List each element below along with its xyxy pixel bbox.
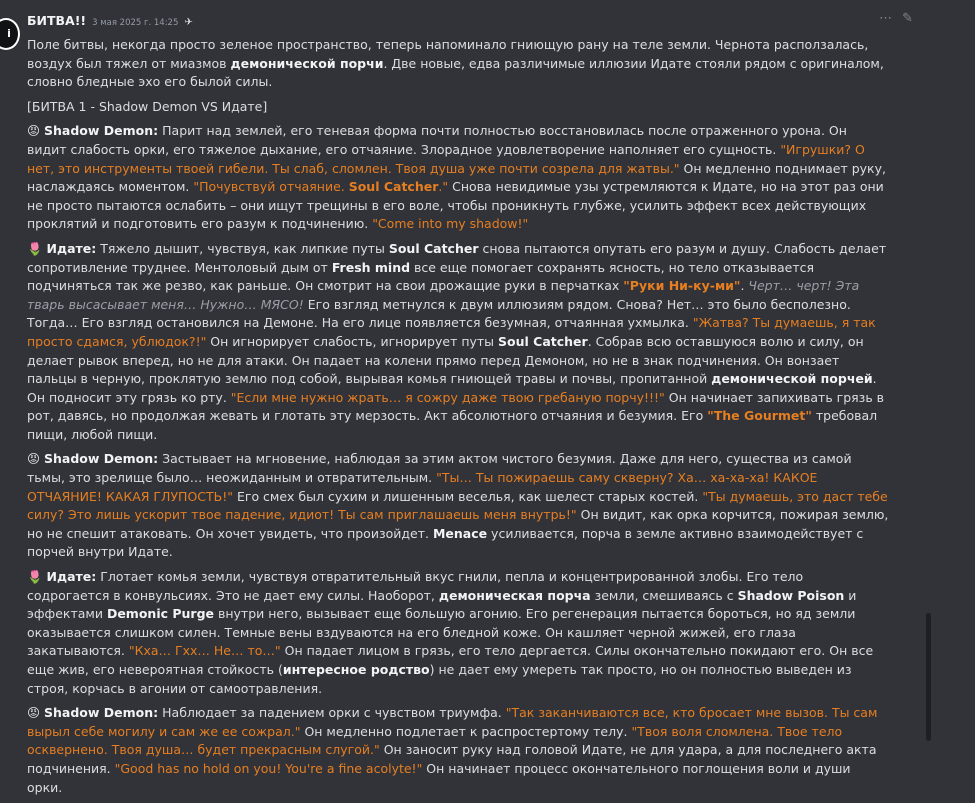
text-segment: Застывает на мгновение, наблюдая за этим актом чистого безумия. Даже для него, существа из самой тьмы, это зрелище было… неожиданным и отвратительным.: [27, 451, 852, 486]
message-header: [27, 12, 193, 33]
text-segment: Soul Catcher: [348, 179, 439, 195]
message-paragraph: [27, 240, 889, 445]
text-segment: и эффектами: [27, 587, 857, 622]
text-segment: 😡: [27, 705, 45, 721]
text-segment: 🌷: [27, 569, 47, 585]
avatar-text: i: [7, 26, 11, 40]
text-segment: Поле битвы, некогда просто зеленое пространство, теперь напоминало гниющую рану на теле земли. Чернота расползалась, воздух был тяжел от миазмов: [27, 37, 869, 71]
text-segment: Он видит, как орка корчится, пожирая землю, но не спешит атаковать. Он хочет увидеть, что произойдет.: [27, 507, 889, 541]
text-segment: все еще помогает сохранять ясность, но тело отказывается подчиняться так же резво, как раньше. Он смотрит на свои дрожащие руки в перчатках: [27, 259, 815, 294]
text-segment: Снова невидимые узы устремляются к Идате, но на этот раз они не просто пытаются ослабить – они ищут трещины в его воле, чтобы проникнуть глубже, усилить эффект всех действующих проклятий и подготовить его разум к подчинению.: [27, 179, 884, 232]
text-segment: Идате:: [46, 569, 97, 585]
text-segment: "Жатва? Ты думаешь, я так просто сдамся, ублюдок?!": [27, 315, 876, 349]
text-segment: Идате:: [46, 240, 97, 256]
text-segment: Он падает лицом в грязь, его тело дергается. Силы окончательно покидают его. Он все еще жив, его невероятная стойкость (: [27, 643, 874, 677]
scrollbar[interactable]: [926, 613, 931, 741]
text-segment: "Good has no hold on you! You're a fine acolyte!": [114, 760, 423, 776]
text-segment: требовал пищи, любой пищи.: [27, 408, 878, 442]
text-segment: Он начинает процесс окончательного поглощения воли и души орки.: [27, 760, 851, 795]
text-segment: "Если мне нужно жрать… я сожру даже твою гребаную порчу!!!": [230, 389, 665, 405]
text-segment: "Игрушки? О нет, это инструменты твоей гибели. Ты слаб, сломлен. Твоя душа уже почти созрела для жатвы.": [27, 141, 865, 176]
text-segment: Shadow Poison: [737, 587, 845, 603]
text-segment: "The Gourmet": [707, 408, 812, 424]
text-segment: . Две новые, едва различимые иллюзии Идате стояли рядом с оригиналом, словно бледные эхо его былой силы.: [27, 55, 884, 90]
text-segment: Его взгляд метнулся к двум иллюзиям рядом. Снова? Нет… это было бесполезно. Тогда… Его взгляд остановился на Демоне. На его лице появляется безумная, отчаянная ухмылка.: [27, 296, 851, 331]
message-paragraph: [27, 36, 889, 92]
text-segment: Shadow Demon:: [44, 123, 159, 139]
text-segment: Fresh mind: [331, 259, 411, 275]
text-segment: демонической порчей: [711, 371, 873, 387]
text-segment: "Ты думаешь, это даст тебе силу? Это лишь ускорит твое падение, идиот! Ты сам приглашаешь меня внутрь!": [27, 488, 888, 523]
text-segment: Он заносит руку над головой Идате, не для удара, а для последнего акта подчинения.: [27, 742, 877, 776]
text-segment: Soul Catcher: [388, 240, 479, 256]
text-segment: 🌷: [27, 240, 47, 256]
text-segment: [БИТВА 1 - Shadow Demon VS Идате]: [27, 98, 268, 114]
text-segment: 😡: [27, 451, 45, 467]
message-content: [27, 36, 889, 803]
pin-icon: ✈: [184, 17, 193, 28]
text-segment: "Ты… Ты пожираешь саму скверну? Ха… ха-ха-ха! КАКОЕ ОТЧАЯНИЕ! КАКАЯ ГЛУПОСТЬ!": [27, 470, 818, 504]
text-segment: Он игнорирует слабость, игнорирует путы: [206, 333, 499, 349]
text-segment: демоническая порча: [438, 587, 591, 603]
text-segment: интересное родство: [282, 662, 430, 677]
text-segment: внутри него, вызывает еще большую агонию. Его регенерация пытается бороться, но яд земли оказывается слишком силен. Темные вены вздуваются на его бледной коже. Он кашляет черной жижей, его глаза закатываются.: [27, 606, 856, 659]
text-segment: "Так заканчиваются все, кто бросает мне вызов. Ты сам вырыл себе могилу и сам же ее сожрал.": [27, 705, 878, 739]
text-segment: земли, смешиваясь с: [590, 587, 738, 603]
message-paragraph: [27, 450, 889, 562]
text-segment: Он начинает запихивать грязь в рот, давясь, но продолжая жевать и глотать эту мерзость. Акт абсолютного отчаяния и безумия. Его: [27, 389, 885, 424]
text-segment: Он медленно поднимает руку, наслаждаясь моментом.: [27, 160, 886, 195]
text-segment: Глотает комья земли, чувствуя отвратительный вкус гнили, пепла и концентрированной злобы. Его тело содрогается в конвульсиях. Это не дает ему силы. Наоборот,: [27, 569, 804, 603]
text-segment: Shadow Demon:: [44, 705, 159, 721]
edit-icon[interactable]: ✎: [902, 11, 913, 26]
text-segment: Soul Catcher: [498, 333, 588, 349]
message-actions: [879, 10, 913, 29]
text-segment: .: [740, 278, 749, 294]
text-segment: усиливается, порча в земле активно взаимодействует с порчей внутри Идате.: [27, 525, 864, 560]
message-paragraph: [27, 704, 889, 797]
author-name[interactable]: БИТВА!!: [27, 13, 87, 28]
text-segment: "Почувствуй отчаяние.: [193, 179, 349, 195]
text-segment: Тяжело дышит, чувствуя, как липкие путы: [96, 240, 389, 256]
text-segment: снова пытаются опутать его разум и душу. Слабость делает сопротивление труднее. Ментоловый дым от: [27, 240, 887, 275]
text-segment: ) не дает ему умереть так просто, но он полностью выведен из строя, корчась в агонии от самоотравления.: [27, 662, 852, 696]
text-segment: Shadow Demon:: [44, 451, 159, 467]
more-options-icon[interactable]: ⋯: [879, 11, 893, 26]
avatar[interactable]: [0, 18, 20, 50]
text-segment: "Твоя воля сломлена. Твое тело осквернено. Твоя душа… будет прекрасным слугой.": [27, 723, 843, 758]
text-segment: "Руки Ни-ку-ми": [623, 278, 741, 294]
text-segment: Черт… черт! Эта тварь высасывает меня… Нужно… МЯСО!: [27, 278, 860, 312]
text-segment: Menace: [432, 525, 488, 541]
text-segment: . Собрав всю оставшуюся волю и силу, он делает рывок вперед, но не для атаки. Он падает на колени прямо перед Демоном, но не в знак подчинения. Он вонзает пальцы в черную, проклятую землю под собой, вырывая комья гниющей травы и почвы, пропитанной: [27, 333, 864, 387]
text-segment: Парит над землей, его теневая форма почти полностью восстановилась после отраженного урона. Он видит слабость орки, его тяжелое дыхание, его отчаяние. Злорадное удовлетворение наполняет его сущность.: [27, 123, 847, 157]
text-segment: демонической порчи: [230, 55, 384, 71]
message-timestamp: 3 мая 2025 г. 14:25: [92, 18, 179, 28]
text-segment: Наблюдает за падением орки с чувством триумфа.: [158, 705, 506, 721]
text-segment: Он медленно подлетает к распростертому телу.: [300, 723, 632, 739]
text-segment: Demonic Purge: [106, 606, 215, 622]
message-paragraph: [27, 568, 889, 698]
text-segment: . Он подносит эту грязь ко рту.: [27, 371, 877, 405]
message-paragraph: [27, 122, 889, 234]
text-segment: "Come into my shadow!": [372, 216, 529, 232]
message-paragraph: [27, 98, 889, 117]
text-segment: "Кха… Гхх… Не… то…": [128, 643, 281, 659]
text-segment: Его смех был сухим и лишенным веселья, как шелест старых костей.: [233, 488, 703, 504]
text-segment: .": [438, 179, 449, 195]
text-segment: 😡: [27, 123, 45, 139]
